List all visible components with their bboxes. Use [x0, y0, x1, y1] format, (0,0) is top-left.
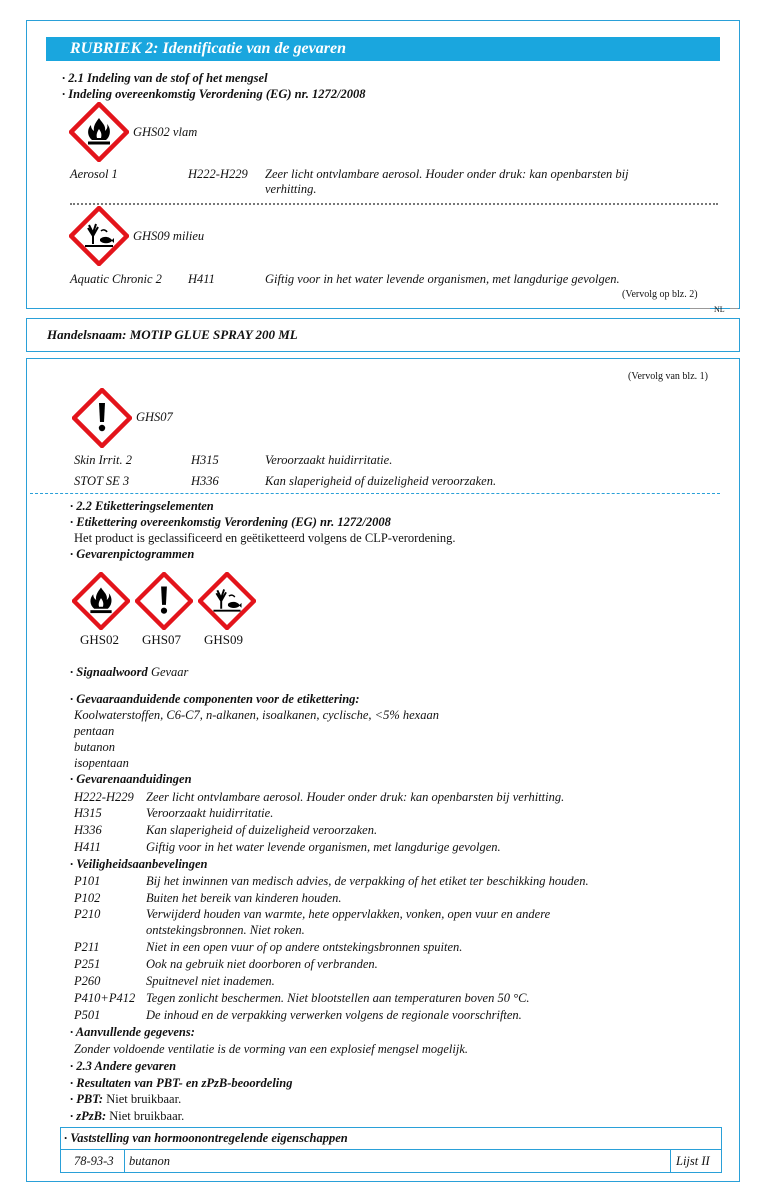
aerosol-class: Aerosol 1: [70, 167, 118, 181]
heading-2-3: · 2.3 Andere gevaren: [70, 1059, 177, 1073]
precaution-text: Niet in een open vuur of op andere ontstekingsbronnen spuiten.: [146, 940, 463, 954]
precaution-code: P260: [74, 974, 101, 988]
table-col-divider: [670, 1149, 671, 1173]
heading-components: · Gevaaraanduidende componenten voor de etikettering:: [70, 692, 360, 706]
dotted-separator: [70, 203, 718, 205]
heading-pictograms: · Gevarenpictogrammen: [70, 547, 195, 561]
pbt-label: · PBT:: [70, 1092, 104, 1106]
zpzb-value: Niet bruikbaar.: [109, 1109, 185, 1123]
page1-frame: [26, 20, 740, 309]
pictogram-ghs09-environment-icon: [198, 572, 256, 630]
heading-additional-info: · Aanvullende gegevens:: [70, 1025, 195, 1039]
aquatic-text: Giftig voor in het water levende organismen, met langdurige gevolgen.: [265, 272, 620, 286]
precaution-code: P501: [74, 1008, 101, 1022]
component-item: pentaan: [74, 724, 115, 738]
picto-label-ghs09: GHS09: [204, 632, 244, 647]
precaution-code: P410+P412: [74, 991, 136, 1005]
precaution-code: P101: [74, 874, 101, 888]
signal-word-line: [70, 665, 188, 680]
precaution-code: P251: [74, 957, 101, 971]
ghs02-label: GHS02 vlam: [133, 125, 198, 139]
heading-endocrine: · Vaststelling van hormoonontregelende eigenschappen: [64, 1131, 348, 1145]
stot-class: STOT SE 3: [74, 474, 130, 488]
endocrine-name: butanon: [129, 1154, 170, 1168]
aerosol-code: H222-H229: [188, 167, 248, 181]
footer-rule: [690, 308, 710, 309]
hazard-code: H336: [74, 823, 102, 837]
picto-label-ghs02: GHS02: [80, 632, 120, 647]
picto-label-ghs07: GHS07: [142, 632, 182, 647]
heading-hazard-statements: · Gevarenaanduidingen: [70, 772, 192, 786]
component-item: butanon: [74, 740, 115, 754]
ghs07-exclamation-icon: [72, 388, 132, 448]
continued-next: (Vervolg op blz. 2): [622, 289, 698, 300]
precaution-text: De inhoud en de verpakking verwerken volgens de regionale voorschriften.: [146, 1008, 522, 1022]
component-item: isopentaan: [74, 756, 129, 770]
heading-pbt: · Resultaten van PBT- en zPzB-beoordeling: [70, 1076, 293, 1090]
precaution-text: Tegen zonlicht beschermen. Niet blootstellen aan temperaturen boven 50 °C.: [146, 991, 530, 1005]
endocrine-table-divider: [60, 1149, 722, 1150]
signal-word-label: · Signaalwoord: [70, 665, 148, 679]
pbt-value: Niet bruikbaar.: [106, 1092, 182, 1106]
hazard-text: Zeer licht ontvlambare aerosol. Houder onder druk: kan openbarsten bij verhitting.: [146, 790, 565, 804]
heading-precautions: · Veiligheidsaanbevelingen: [70, 857, 208, 871]
ghs09-label: GHS09 milieu: [133, 229, 205, 243]
trade-name: Handelsnaam: MOTIP GLUE SPRAY 200 ML: [47, 327, 298, 342]
ghs02-flame-icon: [69, 102, 129, 162]
aerosol-text-cont: verhitting.: [265, 182, 317, 196]
precaution-text: Verwijderd houden van warmte, hete oppervlakken, vonken, open vuur en andere: [146, 907, 551, 921]
stot-code: H336: [191, 474, 219, 488]
hazard-text: Veroorzaakt huidirritatie.: [146, 806, 274, 820]
hazard-code: H411: [74, 840, 101, 854]
endocrine-list: Lijst II: [676, 1154, 710, 1168]
signal-word: Gevaar: [150, 665, 189, 679]
heading-2-2: · 2.2 Etiketteringselementen: [70, 499, 214, 513]
precaution-text: Buiten het bereik van kinderen houden.: [146, 891, 342, 905]
pictogram-ghs02-flame-icon: [72, 572, 130, 630]
precaution-text: Spuitnevel niet inademen.: [146, 974, 275, 988]
zpzb-line: [70, 1109, 184, 1124]
additional-text: Zonder voldoende ventilatie is de vorming van een explosief mengsel mogelijk.: [74, 1042, 468, 1056]
precaution-text-cont: ontstekingsbronnen. Niet roken.: [146, 923, 305, 937]
skin-text: Veroorzaakt huidirritatie.: [265, 453, 393, 467]
continued-from: (Vervolg van blz. 1): [628, 371, 708, 382]
section-title: RUBRIEK 2: Identificatie van de gevaren: [46, 37, 720, 61]
precaution-code: P102: [74, 891, 101, 905]
aerosol-text: Zeer licht ontvlambare aerosol. Houder onder druk: kan openbarsten bij: [265, 167, 629, 181]
aquatic-class: Aquatic Chronic 2: [70, 272, 162, 286]
zpzb-label: · zPzB:: [70, 1109, 107, 1123]
precaution-text: Bij het inwinnen van medisch advies, de verpakking of het etiket ter beschikking houden.: [146, 874, 589, 888]
dashed-separator: [30, 493, 720, 494]
precaution-text: Ook na gebruik niet doorboren of verbranden.: [146, 957, 378, 971]
heading-classification-regulation: · Indeling overeenkomstig Verordening (EG) nr. 1272/2008: [62, 87, 366, 101]
hazard-code: H315: [74, 806, 102, 820]
endocrine-cas: 78-93-3: [74, 1154, 114, 1168]
clp-text: Het product is geclassificeerd en geëtiketteerd volgens de CLP-verordening.: [74, 531, 456, 545]
table-col-divider: [124, 1149, 125, 1173]
hazard-text: Kan slaperigheid of duizeligheid veroorzaken.: [146, 823, 378, 837]
language-code: NL: [714, 305, 725, 314]
precaution-code: P210: [74, 907, 101, 921]
precaution-code: P211: [74, 940, 100, 954]
stot-text: Kan slaperigheid of duizeligheid veroorzaken.: [265, 474, 497, 488]
heading-label-regulation: · Etikettering overeenkomstig Verordening (EG) nr. 1272/2008: [70, 515, 391, 529]
pbt-line: [70, 1092, 181, 1107]
skin-code: H315: [191, 453, 219, 467]
skin-class: Skin Irrit. 2: [74, 453, 132, 467]
component-item: Koolwaterstoffen, C6-C7, n-alkanen, isoalkanen, cyclische, <5% hexaan: [74, 708, 439, 722]
ghs07-label: GHS07: [136, 410, 173, 424]
hazard-text: Giftig voor in het water levende organismen, met langdurige gevolgen.: [146, 840, 501, 854]
heading-2-1: · 2.1 Indeling van de stof of het mengsel: [62, 71, 268, 85]
aquatic-code: H411: [188, 272, 215, 286]
pictogram-ghs07-exclamation-icon: [135, 572, 193, 630]
footer-rule-end: [730, 308, 738, 309]
ghs09-environment-icon: [69, 206, 129, 266]
hazard-code: H222-H229: [74, 790, 134, 804]
